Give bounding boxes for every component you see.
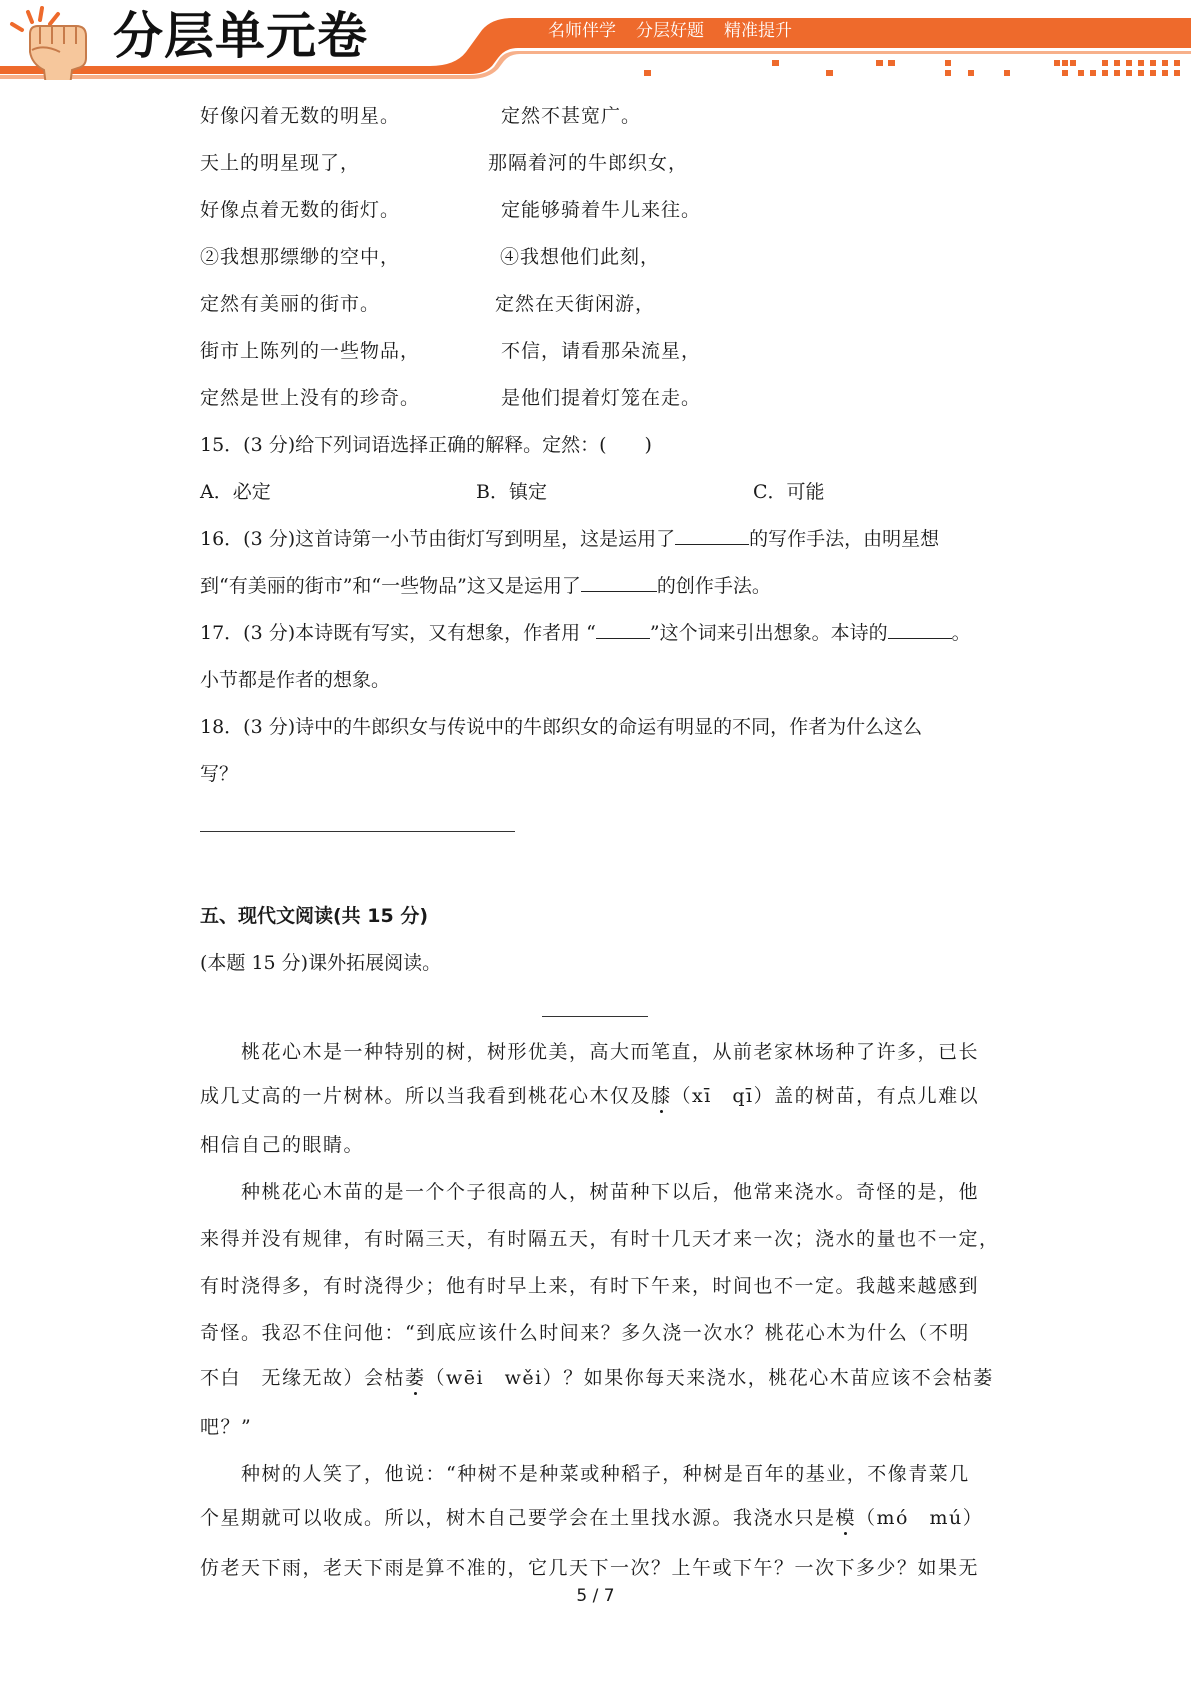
poem-line: 好像点着无数的街灯。 <box>200 199 401 221</box>
brand-title: 分层单元卷 <box>113 7 368 65</box>
poem-line: 定然是世上没有的珍奇。 <box>200 387 421 409</box>
question-17-cont: 小节都是作者的想象。 <box>200 669 391 691</box>
answer-blank[interactable] <box>888 620 952 639</box>
question-16-text: 到“有美丽的街市”和“一些物品”这又是运用了 <box>200 575 581 597</box>
question-17 <box>200 620 971 646</box>
passage-line: 种树的人笑了，他说：“种树不是种菜或种稻子，种树是百年的基业，不像青菜几 <box>241 1463 970 1485</box>
poem-line: ②我想那缥缈的空中， <box>200 246 401 268</box>
passage-text: 成几丈高的一片树林。所以当我看到桃花心木仅及 <box>200 1085 652 1107</box>
answer-blank[interactable] <box>581 573 657 592</box>
passage-line <box>200 1505 983 1531</box>
poem-line: 定然不甚宽广。 <box>501 105 642 127</box>
answer-blank[interactable] <box>675 526 749 545</box>
dotted-char: 模 <box>835 1507 857 1529</box>
question-17-text: 17．(3 分)本诗既有写实，又有想象，作者用 “ <box>200 622 596 644</box>
passage-text: （mó mú） <box>856 1507 984 1529</box>
answer-line[interactable] <box>200 831 515 832</box>
question-18-cont: 写？ <box>200 763 239 785</box>
passage-line: 种桃花心木苗的是一个个子很高的人，树苗种下以后，他常来浇水。奇怪的是，他 <box>241 1181 980 1203</box>
poem-line: 定然在天街闲游， <box>495 293 656 315</box>
option-b: B．镇定 <box>476 481 547 503</box>
slogan <box>548 18 792 44</box>
passage-line: 有时浇得多，有时浇得少；他有时早上来，有时下午来，时间也不一定。我越来越感到 <box>200 1275 980 1297</box>
passage-text: （wēi wěi）？如果你每天来浇水，桃花心木苗应该不会枯萎 <box>425 1367 994 1389</box>
poem-line: 定然有美丽的街市。 <box>200 293 381 315</box>
question-15: 15．(3 分)给下列词语选择正确的解释。定然：( ) <box>200 434 652 456</box>
question-17-text: ”这个词来引出想象。本诗的 <box>649 622 888 644</box>
poem-line: 天上的明星现了， <box>200 152 361 174</box>
passage-line: 桃花心木是一种特别的树，树形优美，高大而笔直，从前老家林场种了许多，已长 <box>241 1041 980 1063</box>
poem-line: 街市上陈列的一些物品， <box>200 340 421 362</box>
passage-text: （xī qī）盖的树苗，有点儿难以 <box>671 1085 980 1107</box>
question-16 <box>200 526 939 552</box>
passage-line <box>200 1365 994 1391</box>
passage-line: 相信自己的眼睛。 <box>200 1134 365 1156</box>
passage-line: 仿老天下雨，老天下雨是算不准的，它几天下一次？上午或下午？一次下多少？如果无 <box>200 1557 980 1579</box>
poem-line: ④我想他们此刻， <box>500 246 661 268</box>
option-c: C．可能 <box>753 481 825 503</box>
question-18: 18．(3 分)诗中的牛郎织女与传说中的牛郎织女的命运有明显的不同，作者为什么这么 <box>200 716 923 738</box>
passage-line: 吧？” <box>200 1416 253 1438</box>
slogan-item: 分层好题 <box>636 21 704 41</box>
question-16-text: 16．(3 分)这首诗第一小节由街灯写到明星，这是运用了 <box>200 528 676 550</box>
question-17-text: 。 <box>951 622 971 644</box>
passage-text: 不白 无缘无故）会枯 <box>200 1367 406 1389</box>
passage-line <box>200 1083 979 1109</box>
answer-blank[interactable] <box>596 620 650 639</box>
question-16-text: 的写作手法，由明星想 <box>749 528 940 550</box>
slogan-item: 名师伴学 <box>548 21 616 41</box>
poem-line: 是他们提着灯笼在走。 <box>501 387 702 409</box>
passage-line: 来得并没有规律，有时隔三天，有时隔五天，有时十几天才来一次；浇水的量也不一定， <box>200 1228 1000 1250</box>
page-number: 5 / 7 <box>576 1586 615 1606</box>
dotted-char: 膝 <box>651 1085 672 1107</box>
poem-line: 不信，请看那朵流星， <box>501 340 702 362</box>
dotted-char: 萎 <box>405 1367 426 1389</box>
section-intro: (本题 15 分)课外拓展阅读。 <box>200 952 442 974</box>
section-heading: 五、现代文阅读(共 15 分) <box>200 905 429 927</box>
passage-line: 奇怪。我忍不住问他：“到底应该什么时间来？多久浇一次水？桃花心木为什么（不明 <box>200 1322 970 1344</box>
option-a: A．必定 <box>200 481 271 503</box>
poem-line: 那隔着河的牛郎织女， <box>488 152 689 174</box>
poem-line: 好像闪着无数的明星。 <box>200 105 401 127</box>
slogan-item: 精准提升 <box>724 21 792 41</box>
question-16-cont <box>200 573 771 599</box>
passage-title-blank[interactable] <box>542 1016 648 1017</box>
question-16-text: 的创作手法。 <box>656 575 771 597</box>
header-banner <box>0 0 1191 80</box>
passage-text: 个星期就可以收成。所以，树木自己要学会在土里找水源。我浇水只是 <box>200 1507 836 1529</box>
poem-line: 定能够骑着牛儿来往。 <box>501 199 702 221</box>
